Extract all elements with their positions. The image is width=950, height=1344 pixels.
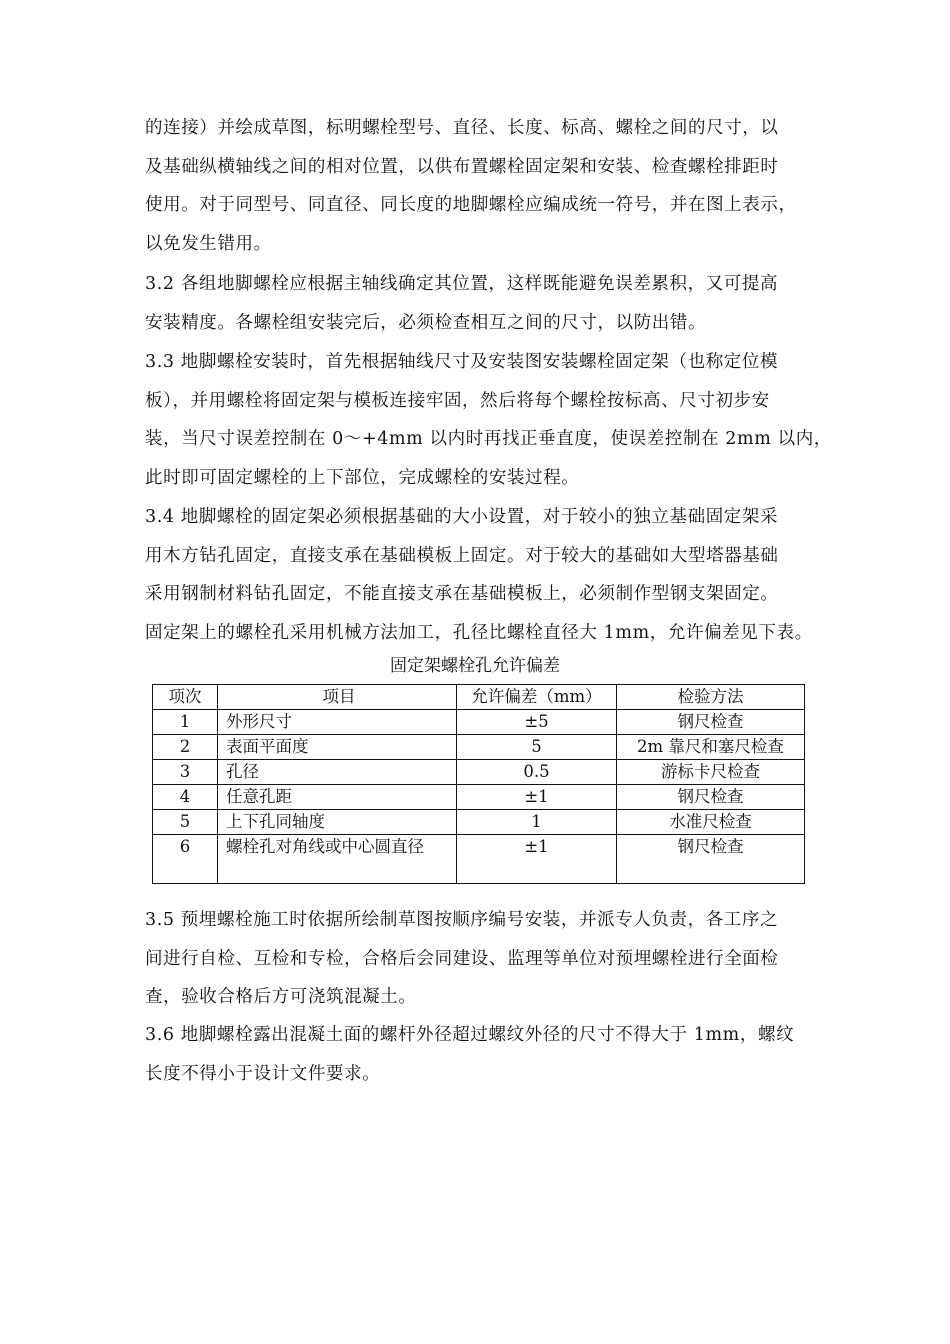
- paragraph-3-2: [145, 265, 817, 342]
- text-line: 用木方钻孔固定，直接支承在基础模板上固定。对于较大的基础如大型塔器基础: [145, 545, 779, 566]
- table-row: [153, 735, 805, 760]
- paragraph-continuation: [145, 109, 817, 263]
- header-item: 项目: [218, 685, 457, 710]
- header-item-no: 项次: [153, 685, 218, 710]
- cell-no: 4: [153, 785, 218, 810]
- header-tolerance: 允许偏差（mm）: [457, 685, 617, 710]
- text-line: 的连接）并绘成草图，标明螺栓型号、直径、长度、标高、螺栓之间的尺寸，以: [145, 118, 779, 138]
- cell-tolerance: 0.5: [457, 760, 617, 785]
- text-line: 及基础纵横轴线之间的相对位置，以供布置螺栓固定架和安装、检查螺栓排距时: [145, 156, 779, 177]
- text-line: 3.4 地脚螺栓的固定架必须根据基础的大小设置，对于较小的独立基础固定架采: [145, 507, 779, 527]
- text-line: 3.3 地脚螺栓安装时，首先根据轴线尺寸及安装图安装螺栓固定架（也称定位模: [145, 352, 779, 372]
- paragraph-3-4: [145, 498, 817, 652]
- cell-method: 钢尺检查: [617, 710, 805, 735]
- text-line: 查，验收合格后方可浇筑混凝土。: [145, 987, 417, 1007]
- cell-no: 5: [153, 810, 218, 835]
- table-caption: 固定架螺栓孔允许偏差: [390, 656, 560, 676]
- cell-method: 钢尺检查: [617, 785, 805, 810]
- cell-tolerance: ±1: [457, 785, 617, 810]
- cell-tolerance: ±5: [457, 710, 617, 735]
- text-line: 3.2 各组地脚螺栓应根据主轴线确定其位置，这样既能避免误差累积，又可提高: [145, 274, 779, 294]
- text-line: 安装精度。各螺栓组安装完后，必须检查相互之间的尺寸，以防出错。: [145, 312, 707, 333]
- cell-method: 钢尺检查: [617, 835, 805, 884]
- text-line: 使用。对于同型号、同直径、同长度的地脚螺栓应编成统一符号，并在图上表示，: [145, 195, 797, 215]
- cell-item: 表面平面度: [218, 735, 457, 760]
- table-row: [153, 760, 805, 785]
- table-header-row: [153, 685, 805, 710]
- paragraph-3-5: [145, 901, 817, 1017]
- cell-item: 外形尺寸: [218, 710, 457, 735]
- cell-no: 1: [153, 710, 218, 735]
- cell-item: 任意孔距: [218, 785, 457, 810]
- cell-item: 上下孔同轴度: [218, 810, 457, 835]
- cell-no: 6: [153, 835, 218, 884]
- text-line: 间进行自检、互检和专检，合格后会同建设、监理等单位对预埋螺栓进行全面检: [145, 948, 779, 969]
- text-line: 采用钢制材料钻孔固定，不能直接支承在基础模板上，必须制作型钢支架固定。: [145, 584, 779, 604]
- cell-method: 游标卡尺检查: [617, 760, 805, 785]
- table-row: [153, 785, 805, 810]
- text-line: 以免发生错用。: [145, 233, 272, 254]
- cell-method: 水准尺检查: [617, 810, 805, 835]
- cell-no: 3: [153, 760, 218, 785]
- header-method: 检验方法: [617, 685, 805, 710]
- text-line: 3.5 预埋螺栓施工时依据所绘制草图按顺序编号安装，并派专人负责，各工序之: [145, 910, 779, 930]
- paragraph-3-3: [145, 343, 832, 497]
- cell-tolerance: 5: [457, 735, 617, 760]
- cell-tolerance: ±1: [457, 835, 617, 884]
- table-row: [153, 710, 805, 735]
- text-line: 长度不得小于设计文件要求。: [145, 1063, 381, 1084]
- cell-no: 2: [153, 735, 218, 760]
- text-line: 此时即可固定螺栓的上下部位，完成螺栓的安装过程。: [145, 467, 580, 488]
- cell-item: 孔径: [218, 760, 457, 785]
- cell-method: 2m 靠尺和塞尺检查: [617, 735, 805, 760]
- text-line: 3.6 地脚螺栓露出混凝土面的螺杆外径超过螺纹外径的尺寸不得大于 1mm，螺纹: [145, 1025, 795, 1045]
- table-row: [153, 810, 805, 835]
- cell-tolerance: 1: [457, 810, 617, 835]
- cell-item: 螺栓孔对角线或中心圆直径: [218, 835, 457, 884]
- table-row: [153, 835, 805, 884]
- text-line: 固定架上的螺栓孔采用机械方法加工，孔径比螺栓直径大 1mm，允许偏差见下表。: [145, 622, 813, 643]
- text-line: 装，当尺寸误差控制在 0～+4mm 以内时再找正垂直度，使误差控制在 2mm 以内，: [145, 429, 832, 449]
- paragraph-3-6: [145, 1016, 817, 1093]
- text-line: 板），并用螺栓将固定架与模板连接牢固，然后将每个螺栓按标高、尺寸初步安: [145, 390, 770, 411]
- tolerance-table: [152, 684, 805, 884]
